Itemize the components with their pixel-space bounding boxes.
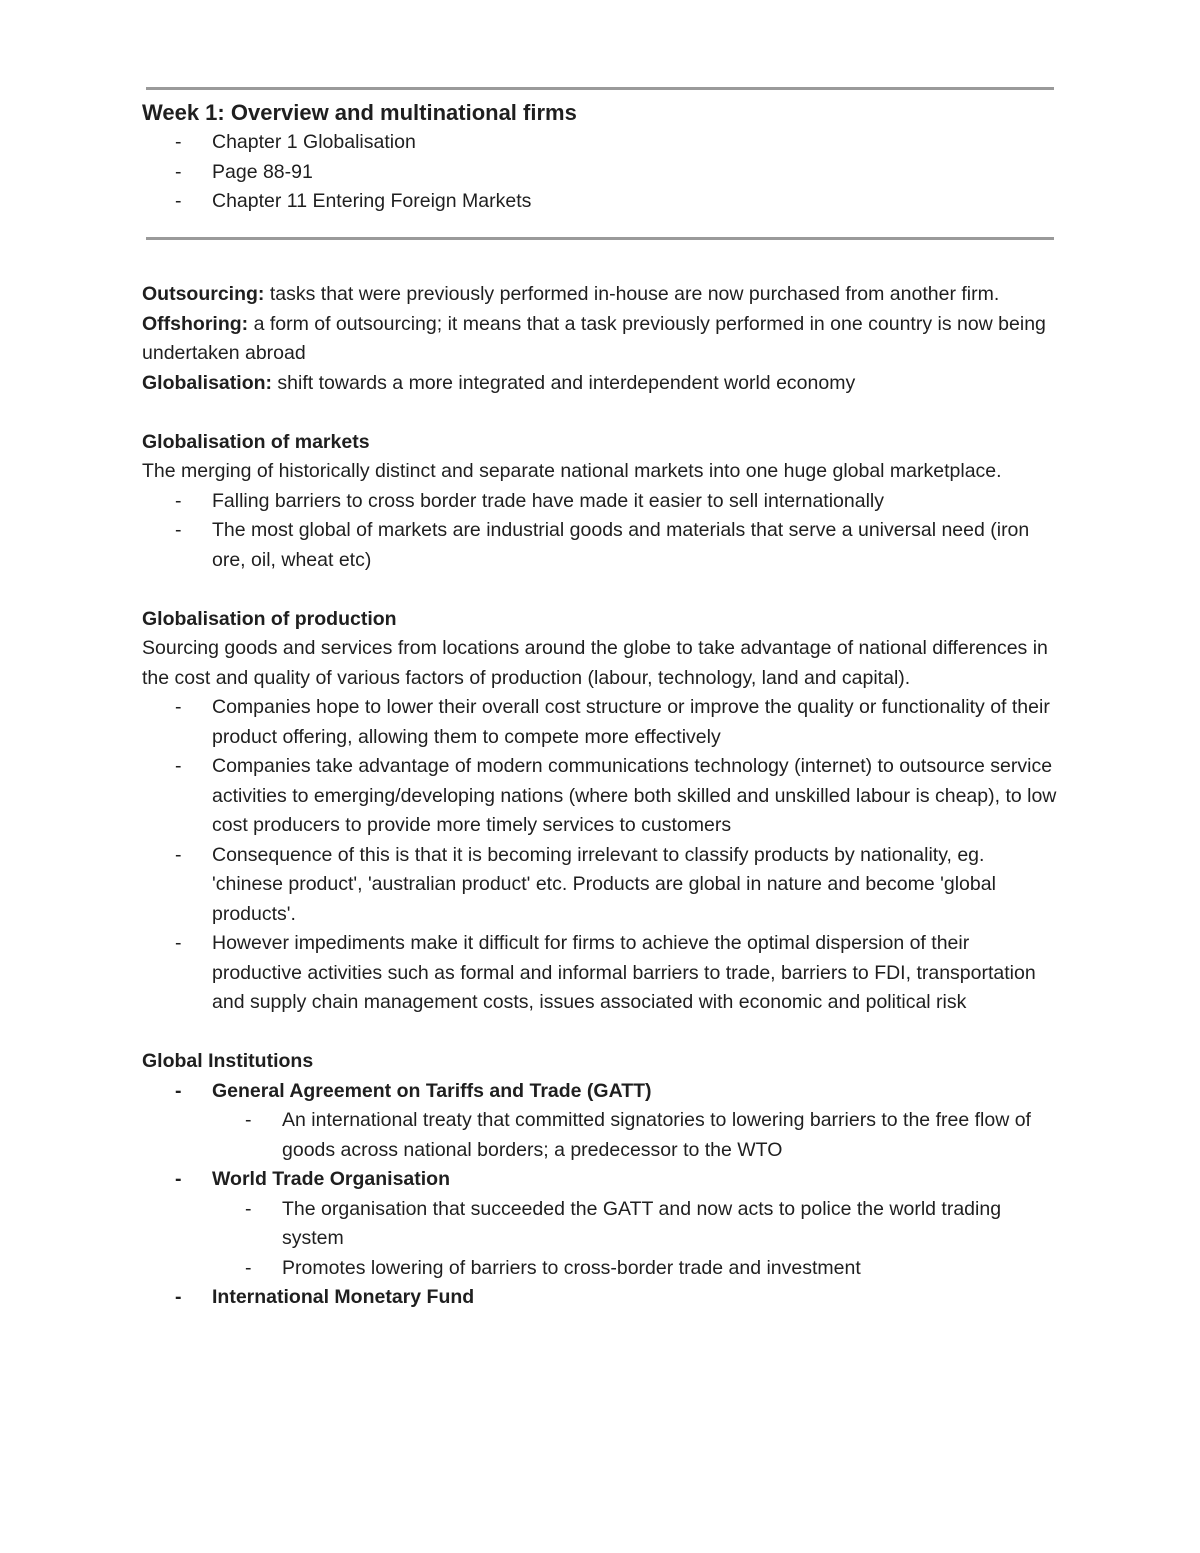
week-header [142,98,1057,217]
list-item: - Chapter 11 Entering Foreign Markets [175,190,532,212]
definition-globalisation: Globalisation: shift towards a more integrated and interdependent world economy [142,371,856,394]
list-item: - An international treaty that committed signatories to lowering barriers to the free flow of goods across national borders; a predecessor to the WTO [245,1109,1031,1161]
list-item: - Companies hope to lower their overall cost structure or improve the quality or functionality of their product offering, allowing them to compete more effectively [175,696,1050,748]
institution-imf: - International Monetary Fund [175,1286,475,1308]
production-intro: Sourcing goods and services from locations around the globe to take advantage of national differences in the cost and quality of various factors of production (labour, technology, land and capital). [142,637,1048,689]
notes-body [142,280,1057,1313]
list-item: - Page 88-91 [175,160,313,183]
list-item: - Consequence of this is that it is becoming irrelevant to classify products by nationality, eg. 'chinese product', 'australian product' etc. Products are global in nature and become 'global products'. [175,843,996,925]
list-item: - Companies take advantage of modern communications technology (internet) to outsource service activities to emerging/developing nations (where both skilled and unskilled labour is cheap), to low cost producers to provide more timely services to customers [175,755,1057,836]
bottom-divider [146,237,1054,240]
institution-gatt: - General Agreement on Tariffs and Trade (GATT) [175,1079,652,1102]
list-item: - Falling barriers to cross border trade have made it easier to sell internationally [175,489,884,512]
list-item: - Chapter 1 Globalisation [175,131,416,153]
institution-wto: - World Trade Organisation [175,1168,451,1190]
top-divider [146,87,1054,90]
list-item: - However impediments make it difficult for firms to achieve the optimal dispersion of their productive activities such as formal and informal barriers to trade, barriers to FDI, transportation and supply chain management costs, issues associated with economic and political risk [175,932,1036,1013]
page-title: Week 1: Overview and multinational firms [142,100,577,125]
definition-outsourcing: Outsourcing: tasks that were previously performed in-house are now purchased from another firm. [142,283,1000,305]
list-item: - Promotes lowering of barriers to cross-border trade and investment [245,1256,861,1279]
list-item: - The organisation that succeeded the GATT and now acts to police the world trading system [245,1197,1002,1249]
reading-list [142,128,1057,217]
list-item: - The most global of markets are industrial goods and materials that serve a universal need (iron ore, oil, wheat etc) [175,519,1030,571]
markets-bullets [142,487,1057,576]
section-heading-markets: Globalisation of markets [142,430,370,453]
markets-intro: The merging of historically distinct and separate national markets into one huge global marketplace. [142,460,1002,482]
institutions-list [142,1077,1057,1313]
production-bullets [142,693,1057,1018]
section-heading-institutions: Global Institutions [142,1050,314,1072]
definition-offshoring: Offshoring: a form of outsourcing; it means that a task previously performed in one country is now being undertaken abroad [142,312,1046,364]
section-heading-production: Globalisation of production [142,607,397,630]
